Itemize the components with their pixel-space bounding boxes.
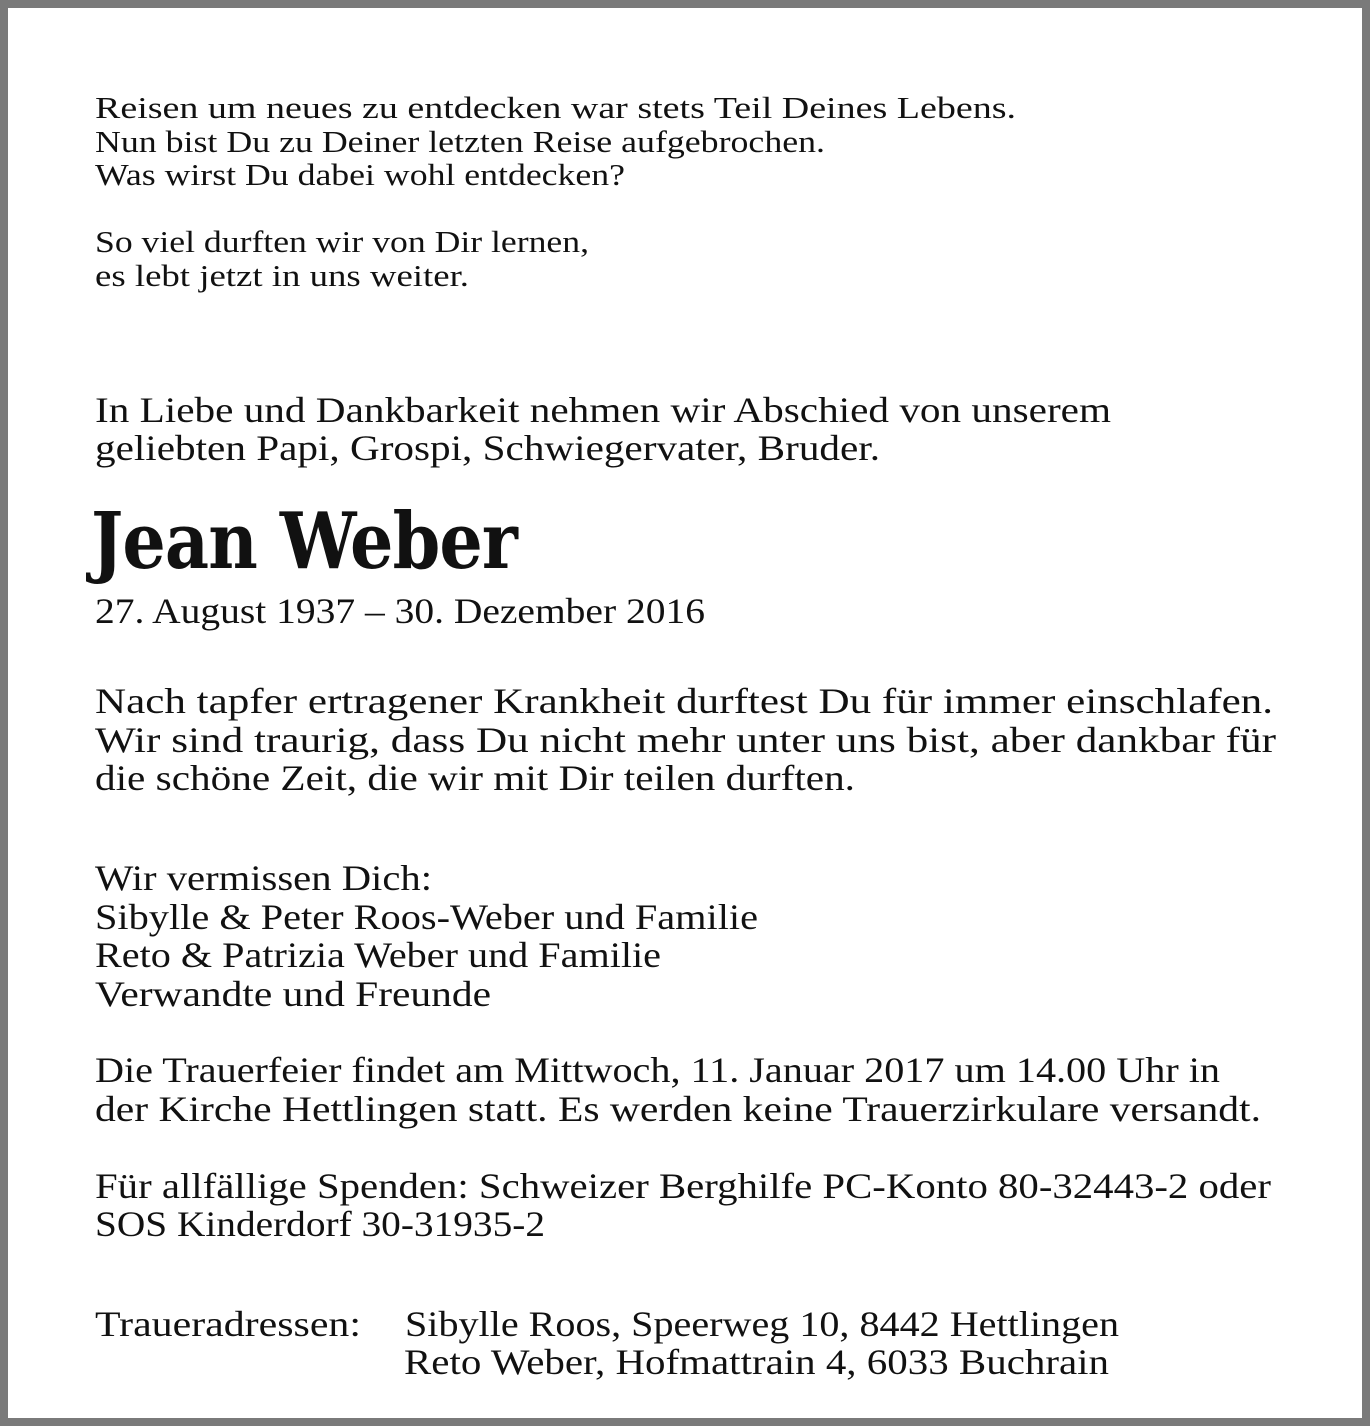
donation-line: Für allfällige Spenden: Schweizer Berghilfe PC-Konto 80-32443-2 oder	[95, 1166, 1271, 1206]
obituary-page	[8, 8, 1362, 1418]
address-entry: Sibylle Roos, Speerweg 10, 8442 Hettlingen	[405, 1304, 1119, 1344]
message-line: die schöne Zeit, die wir mit Dir teilen durften.	[95, 758, 855, 798]
deceased-name: Jean Weber	[91, 496, 517, 587]
address-entry: Reto Weber, Hofmattrain 4, 6033 Buchrain	[404, 1342, 1109, 1382]
mourner-line: Verwandte und Freunde	[95, 974, 491, 1014]
poem-line: es lebt jetzt in uns weiter.	[95, 258, 469, 293]
mourners-heading: Wir vermissen Dich:	[95, 858, 433, 898]
donation-line: SOS Kinderdorf 30-31935-2	[95, 1204, 545, 1244]
life-dates: 27. August 1937 – 30. Dezember 2016	[95, 591, 705, 631]
message-line: Wir sind traurig, dass Du nicht mehr unter uns bist, aber dankbar für	[95, 720, 1276, 760]
page-frame-right	[1362, 8, 1370, 1418]
poem-line: Reisen um neues zu entdecken war stets Teil Deines Lebens.	[95, 90, 1016, 125]
service-line: der Kirche Hettlingen statt. Es werden keine Trauerzirkulare versandt.	[95, 1089, 1261, 1129]
mourner-line: Sibylle & Peter Roos-Weber und Familie	[95, 897, 758, 937]
poem-line: So viel durften wir von Dir lernen,	[95, 224, 589, 259]
poem-line: Was wirst Du dabei wohl entdecken?	[95, 157, 625, 192]
poem-line: Nun bist Du zu Deiner letzten Reise aufgebrochen.	[95, 124, 825, 159]
message-line: Nach tapfer ertragener Krankheit durftest Du für immer einschlafen.	[95, 681, 1273, 721]
addresses-label: Traueradressen:	[95, 1304, 361, 1344]
intro-line: geliebten Papi, Grospi, Schwiegervater, Bruder.	[95, 428, 880, 468]
service-line: Die Trauerfeier findet am Mittwoch, 11. Januar 2017 um 14.00 Uhr in	[95, 1050, 1220, 1090]
intro-line: In Liebe und Dankbarkeit nehmen wir Abschied von unserem	[95, 390, 1111, 430]
mourner-line: Reto & Patrizia Weber und Familie	[95, 935, 661, 975]
